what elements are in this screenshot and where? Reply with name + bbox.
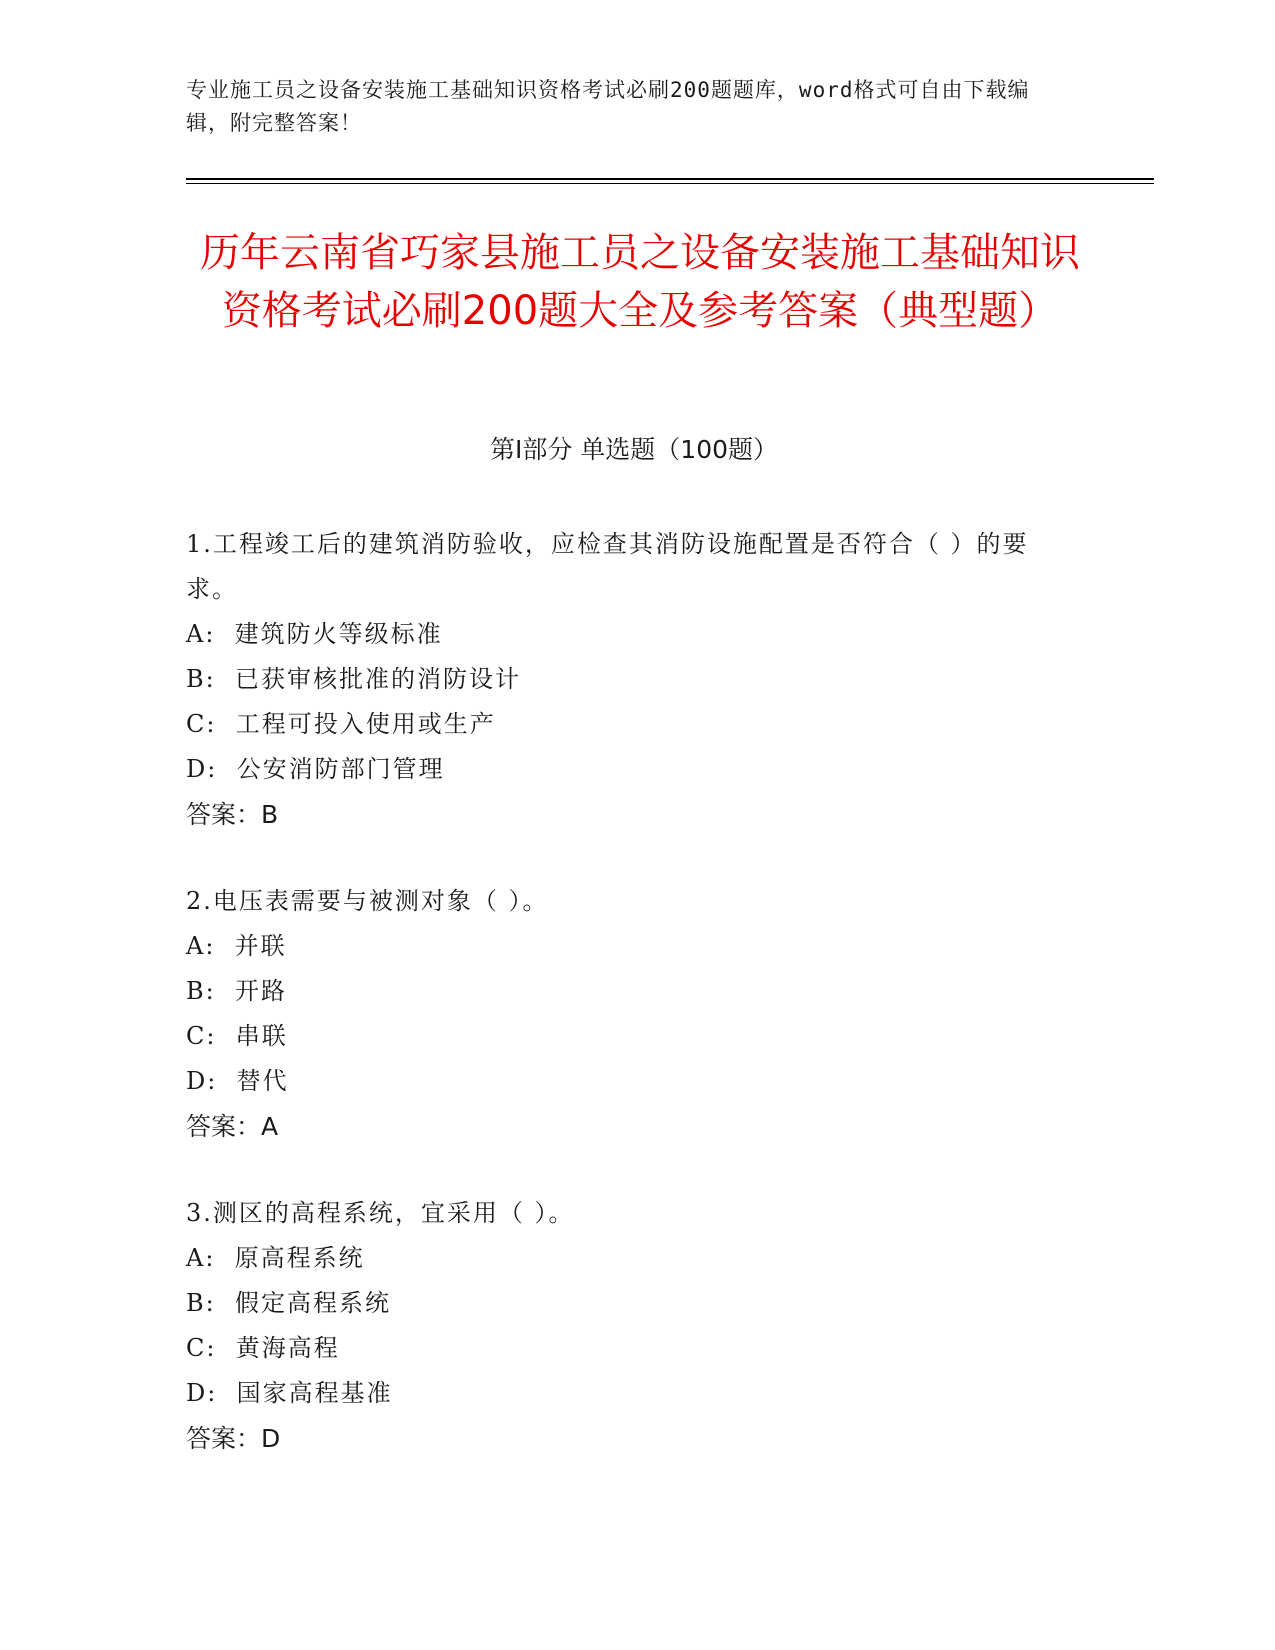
answer-line: 答案：B <box>186 800 279 829</box>
section-heading: 第Ⅰ部分 单选题（100题） <box>489 435 779 464</box>
question-text: 3.测区的高程系统，宜采用（ ）。 <box>186 1199 575 1227</box>
question-list <box>186 522 1066 1503</box>
header-note: 专业施工员之设备安装施工基础知识资格考试必刷200题题库，word格式可自由下载编辑，附完整答案！ <box>186 78 1030 135</box>
question-text: 1.工程竣工后的建筑消防验收，应检查其消防设施配置是否符合（ ）的要求。 <box>186 530 1029 603</box>
option-a: A: 并联 <box>186 932 287 960</box>
option-b: B: 开路 <box>186 977 287 1005</box>
header-divider-thick <box>186 178 1154 180</box>
question-item <box>186 522 1066 837</box>
answer-line: 答案：D <box>186 1424 281 1453</box>
header-divider-thin <box>186 183 1154 184</box>
option-d: D: 替代 <box>186 1067 289 1095</box>
option-a: A: 原高程系统 <box>186 1244 365 1272</box>
option-b: B: 已获审核批准的消防设计 <box>186 665 521 693</box>
question-item <box>186 1191 1066 1461</box>
document-title: 历年云南省巧家县施工员之设备安装施工基础知识资格考试必刷200题大全及参考答案（典型题） <box>200 230 1080 334</box>
option-c: C: 串联 <box>186 1022 288 1050</box>
question-text: 2.电压表需要与被测对象（ ）。 <box>186 887 549 915</box>
option-c: C: 工程可投入使用或生产 <box>186 710 496 738</box>
question-item <box>186 879 1066 1149</box>
option-c: C: 黄海高程 <box>186 1334 340 1362</box>
answer-line: 答案：A <box>186 1112 279 1141</box>
option-d: D: 公安消防部门管理 <box>186 755 445 783</box>
option-a: A: 建筑防火等级标准 <box>186 620 443 648</box>
option-d: D: 国家高程基准 <box>186 1379 393 1407</box>
option-b: B: 假定高程系统 <box>186 1289 391 1317</box>
